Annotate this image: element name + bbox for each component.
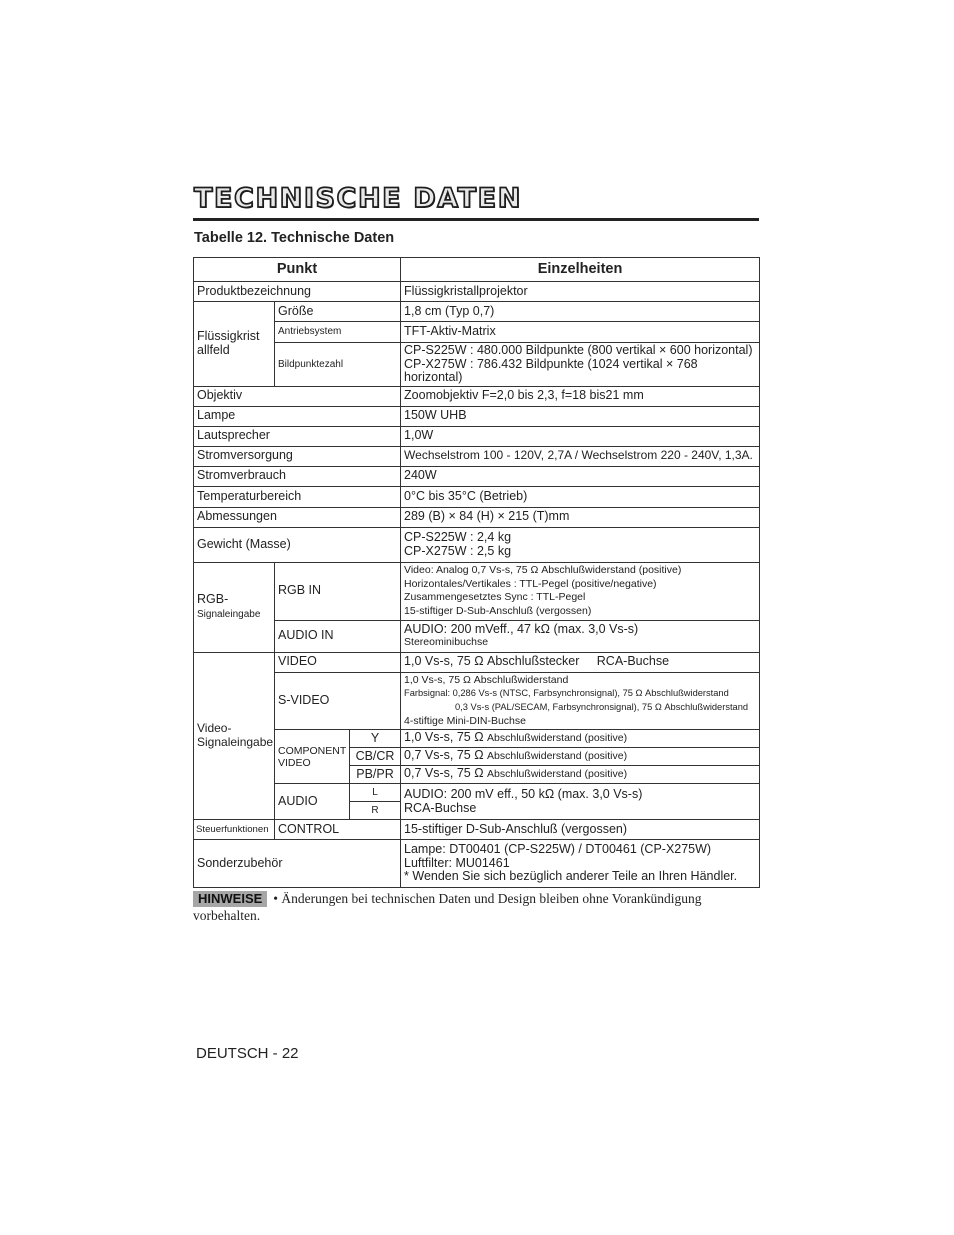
header-einzelheiten: Einzelheiten (401, 258, 760, 282)
header-punkt: Punkt (194, 258, 401, 282)
row-value: TFT-Aktiv-Matrix (401, 322, 760, 343)
row-value: 150W UHB (401, 406, 760, 426)
row-label: Steuerfunktionen (194, 820, 275, 840)
row-label: Gewicht (Masse) (194, 527, 401, 562)
row-value: 1,8 cm (Typ 0,7) (401, 302, 760, 322)
row-value: 0°C bis 35°C (Betrieb) (401, 486, 760, 507)
table-row (194, 486, 760, 507)
svideo-line-4: 4-stiftige Mini-DIN-Buchse (404, 714, 526, 727)
row-value: 15-stiftiger D-Sub-Anschluß (vergossen) (401, 820, 760, 840)
svideo-line-1: 1,0 Vs-s, 75 Ω Abschlußwiderstand (404, 673, 569, 686)
row-value (401, 672, 760, 729)
sub-label: RGB IN (275, 562, 401, 620)
row-value (401, 730, 760, 748)
table-row (194, 562, 760, 620)
row-label: Lautsprecher (194, 426, 401, 446)
page-title: TECHNISCHE DATEN (194, 183, 522, 214)
row-value (401, 766, 760, 784)
row-value (401, 748, 760, 766)
row-value: AUDIO: 200 mV eff., 50 kΩ (max. 3,0 Vs-s) RCA-Buchse (401, 784, 760, 820)
audio-in-line-2: Stereominibuchse (404, 636, 489, 649)
row-label: Sonderzubehör (194, 840, 401, 888)
row-value: Lampe: DT00401 (CP-S225W) / DT00461 (CP-X275W) Luftfilter: MU01461 * Wenden Sie sich bezüglich anderer Teile an Ihren Händler. (401, 840, 760, 888)
table-header-row (194, 258, 760, 282)
sub-label: CONTROL (275, 820, 401, 840)
notes-block (193, 890, 759, 924)
pbpr-value-sub: Abschlußwiderstand (positive) (487, 768, 628, 781)
row-label: Produktbezeichnung (194, 282, 401, 302)
row-value (401, 620, 760, 652)
audio-r-label: R (350, 802, 401, 820)
sub-label: AUDIO IN (275, 620, 401, 652)
row-value: 1,0 Vs-s, 75 Ω Abschlußstecker RCA-Buchse (401, 652, 760, 672)
table-row (194, 446, 760, 466)
row-value: 289 (B) × 84 (H) × 215 (T)mm (401, 507, 760, 527)
table-row (194, 820, 760, 840)
audio-in-line-1: AUDIO: 200 mVeff., 47 kΩ (max. 3,0 Vs-s) (404, 621, 639, 636)
row-value: Flüssigkristallprojektor (401, 282, 760, 302)
table-row (194, 322, 760, 343)
row-value: 240W (401, 466, 760, 486)
row-label: Lampe (194, 406, 401, 426)
row-label: Abmessungen (194, 507, 401, 527)
row-label: Temperaturbereich (194, 486, 401, 507)
table-row (194, 406, 760, 426)
row-value: Zoomobjektiv F=2,0 bis 2,3, f=18 bis21 mm (401, 386, 760, 406)
row-value: 1,0W (401, 426, 760, 446)
sub-label: COMPONENT VIDEO (275, 730, 350, 784)
table-row (194, 784, 760, 802)
table-row (194, 507, 760, 527)
row-label: Flüssigkrist allfeld (194, 302, 275, 387)
rgb-label-sub: Signaleingabe (197, 608, 261, 620)
notes-badge: HINWEISE (193, 891, 267, 907)
row-label: Objektiv (194, 386, 401, 406)
y-value-main: 1,0 Vs-s, 75 Ω (404, 730, 484, 745)
component-pbpr-label: PB/PR (350, 766, 401, 784)
row-label: Stromversorgung (194, 446, 401, 466)
row-label: Video- Signaleingabe (194, 652, 275, 819)
table-row (194, 282, 760, 302)
y-value-sub: Abschlußwiderstand (positive) (487, 732, 628, 745)
cbcr-value-sub: Abschlußwiderstand (positive) (487, 750, 628, 763)
sub-label: Größe (275, 302, 401, 322)
svideo-line-3: 0,3 Vs-s (PAL/SECAM, Farbsynchronsignal), 75 Ω Abschlußwiderstand (455, 701, 749, 712)
sub-label: S-VIDEO (275, 672, 401, 729)
rgb-label-main: RGB- (197, 592, 229, 607)
spec-table (193, 257, 760, 888)
sub-label: VIDEO (275, 652, 401, 672)
table-row (194, 466, 760, 486)
table-row (194, 426, 760, 446)
sub-label: AUDIO (275, 784, 350, 820)
table-row (194, 386, 760, 406)
row-value: Video: Analog 0,7 Vs-s, 75 Ω Abschlußwiderstand (positive) Horizontales/Vertikales : TTL-Pegel (positive/negative) Zusammengesetztes Sync : TTL-Pegel 15-stiftiger D-Sub-Anschluß (vergossen) (401, 562, 760, 620)
table-row (194, 730, 760, 748)
table-row (194, 840, 760, 888)
cbcr-value-main: 0,7 Vs-s, 75 Ω (404, 748, 484, 763)
title-rule (193, 218, 759, 221)
row-label (194, 562, 275, 652)
component-cbcr-label: CB/CR (350, 748, 401, 766)
table-row (194, 527, 760, 562)
page-footer: DEUTSCH - 22 (196, 1045, 299, 1062)
row-value: Wechselstrom 100 - 120V, 2,7A / Wechselstrom 220 - 240V, 1,3A. (401, 446, 760, 466)
row-value: CP-S225W : 480.000 Bildpunkte (800 vertikal × 600 horizontal) CP-X275W : 786.432 Bildpunkte (1024 vertikal × 768 horizontal) (401, 343, 760, 387)
pbpr-value-main: 0,7 Vs-s, 75 Ω (404, 766, 484, 781)
sub-label: Antriebsystem (275, 322, 401, 343)
table-row (194, 343, 760, 387)
table-row (194, 652, 760, 672)
audio-l-label: L (350, 784, 401, 802)
sub-label: Bildpunktezahl (275, 343, 401, 387)
table-caption: Tabelle 12. Technische Daten (194, 230, 395, 246)
table-row (194, 302, 760, 322)
row-label: Stromverbrauch (194, 466, 401, 486)
table-row (194, 672, 760, 729)
svideo-line-2: Farbsignal: 0,286 Vs-s (NTSC, Farbsynchronsignal), 75 Ω Abschlußwiderstand (404, 688, 729, 699)
table-row (194, 620, 760, 652)
notes-text: • Änderungen bei technischen Daten und Design bleiben ohne Vorankündigung vorbehalten. (193, 891, 702, 923)
component-y-label: Y (350, 730, 401, 748)
row-value: CP-S225W : 2,4 kg CP-X275W : 2,5 kg (401, 527, 760, 562)
